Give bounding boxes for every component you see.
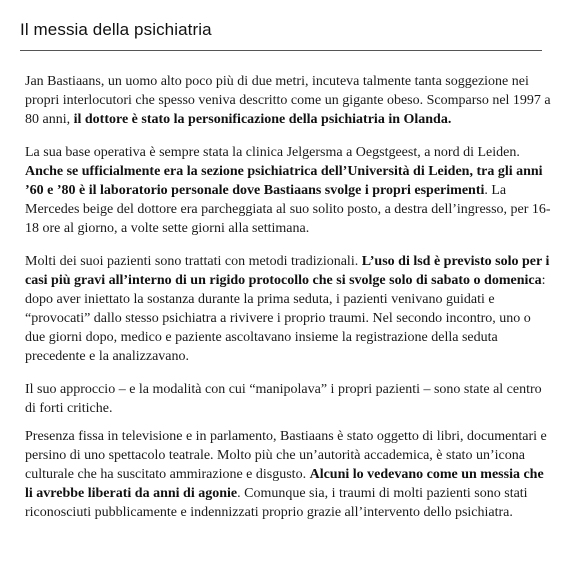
paragraph-text: Molti dei suoi pazienti sono trattati con metodi tradizionali. [25,254,362,269]
paragraph-text: La sua base operativa è sempre stata la clinica Jelgersma a Oegstgeest, a nord di Leiden. [25,145,520,160]
paragraph-text: Il suo approccio – e la modalità con cui “manipolava” i propri pazienti – sono state al centro di forti critiche. [25,382,542,416]
paragraph-text: Jan Bastiaans, un uomo alto poco più di due metri, incuteva talmente tanta soggezione nei propri interlocutori che spesso veniva descritto come un gigante obeso. Scomparso nel 1997 a 80 anni, [25,74,551,127]
paragraph-bold-text: Alcuni lo vedevano come un messia che li avrebbe liberati da anni di agonie [25,467,544,501]
paragraph-text: Presenza fissa in televisione e in parlamento, Bastiaans è stato oggetto di libri, documentari e persino di uno spettacolo teatrale. Molto più che un’autorità accademica, è stato un’icona culturale che ha suscitato ammirazione e disgusto. [25,429,547,482]
paragraph-text: . La Mercedes beige del dottore era parcheggiata al suo solito posto, a destra dell’ingresso, per 16-18 ore al giorno, a volte sette giorni alla settimana. [25,183,551,236]
paragraph-5 [25,427,552,522]
article-title: Il messia della psichiatria [20,20,212,39]
paragraph-1 [25,72,552,129]
paragraph-bold-text: Anche se ufficialmente era la sezione psichiatrica dell’Università di Leiden, tra gli anni ’60 e ’80 è il laboratorio personale dove Bastiaans svolge i propri esperimenti [25,164,543,198]
paragraph-2 [25,143,552,238]
paragraph-4 [25,380,552,418]
paragraph-text: . Comunque sia, i traumi di molti pazienti sono stati riconosciuti pubblicamente e indennizzati proprio grazie all’intervento dello psichiatra. [25,486,528,520]
paragraph-text: : dopo aver iniettato la sostanza durante la prima seduta, i pazienti venivano guidati e “provocati” dallo stesso psichiatra a rivivere i proprio traumi. Nel secondo incontro, uno o due giorni dopo, medico e paziente ascoltavano insieme la registrazione della seduta precedente e la analizzavano. [25,273,546,364]
paragraph-3 [25,252,552,366]
article-body [25,72,552,536]
paragraph-bold-text: L’uso di lsd è previsto solo per i casi più gravi all’interno di un rigido protocollo che si svolge solo di sabato o domenica [25,254,550,288]
title-divider [20,50,542,51]
paragraph-bold-text: il dottore è stato la personificazione della psichiatria in Olanda. [73,112,452,127]
